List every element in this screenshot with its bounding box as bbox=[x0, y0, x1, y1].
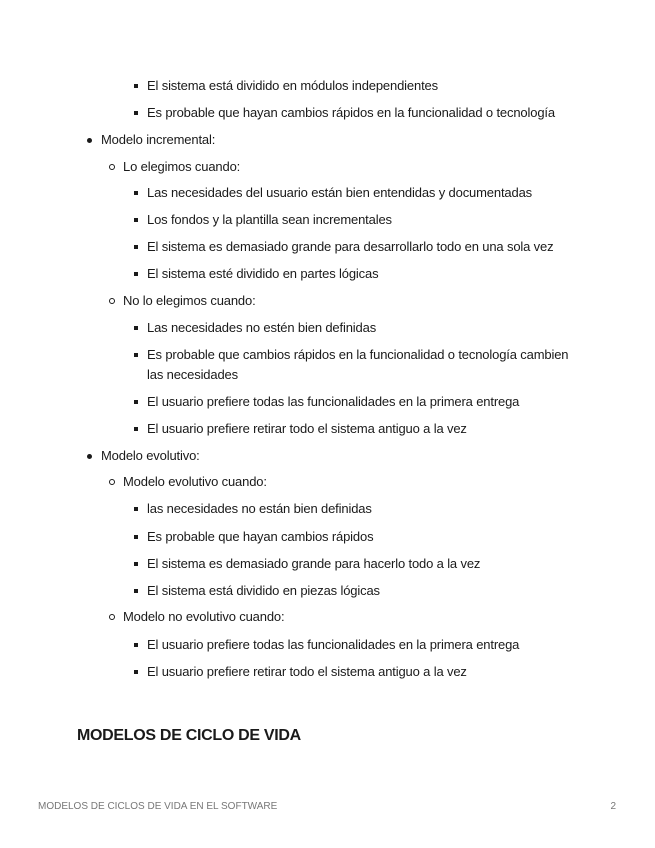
square-bullet-icon bbox=[134, 326, 138, 330]
list-item-text: El sistema es demasiado grande para hacerlo todo a la vez bbox=[147, 556, 481, 571]
list-item bbox=[147, 318, 376, 338]
square-bullet-icon bbox=[134, 670, 138, 674]
list-item bbox=[147, 237, 553, 257]
list-item-text: Las necesidades no estén bien definidas bbox=[147, 320, 377, 335]
disc-bullet-icon bbox=[87, 454, 92, 459]
square-bullet-icon bbox=[134, 643, 138, 647]
list-item-text: Es probable que hayan cambios rápidos en la funcionalidad o tecnología bbox=[147, 105, 555, 120]
list-item bbox=[147, 210, 392, 230]
list-item-text: Modelo evolutivo cuando: bbox=[123, 474, 267, 489]
list-item bbox=[101, 130, 215, 150]
list-item bbox=[147, 527, 373, 547]
square-bullet-icon bbox=[134, 353, 138, 357]
list-item-text: El sistema está dividido en piezas lógicas bbox=[147, 583, 380, 598]
list-item bbox=[147, 76, 438, 96]
list-item-text: Los fondos y la plantilla sean incrementales bbox=[147, 212, 392, 227]
section-heading: MODELOS DE CICLO DE VIDA bbox=[77, 727, 301, 744]
list-item-text: El usuario prefiere retirar todo el sistema antiguo a la vez bbox=[147, 421, 467, 436]
list-item-text: Las necesidades del usuario están bien entendidas y documentadas bbox=[147, 185, 533, 200]
list-item bbox=[123, 607, 284, 627]
square-bullet-icon bbox=[134, 272, 138, 276]
square-bullet-icon bbox=[134, 111, 138, 115]
list-item bbox=[147, 103, 555, 123]
list-item-text: El sistema es demasiado grande para desarrollarlo todo en una sola vez bbox=[147, 239, 554, 254]
square-bullet-icon bbox=[134, 84, 138, 88]
list-item-text: El usuario prefiere todas las funcionalidades en la primera entrega bbox=[147, 394, 520, 409]
list-item bbox=[147, 264, 378, 284]
circle-bullet-icon bbox=[109, 164, 115, 170]
list-item bbox=[101, 446, 200, 466]
square-bullet-icon bbox=[134, 427, 138, 431]
list-item bbox=[147, 581, 380, 601]
list-item-text: El sistema esté dividido en partes lógicas bbox=[147, 266, 379, 281]
list-item bbox=[147, 499, 372, 519]
list-item bbox=[123, 157, 240, 177]
list-item-text: Es probable que cambios rápidos en la funcionalidad o tecnología cambien bbox=[147, 347, 569, 362]
list-item bbox=[123, 472, 267, 492]
square-bullet-icon bbox=[134, 191, 138, 195]
list-item-text: las necesidades bbox=[147, 367, 238, 382]
square-bullet-icon bbox=[134, 507, 138, 511]
disc-bullet-icon bbox=[87, 138, 92, 143]
list-item bbox=[147, 392, 519, 412]
circle-bullet-icon bbox=[109, 298, 115, 304]
list-item-continuation bbox=[147, 365, 238, 385]
list-item-text: las necesidades no están bien definidas bbox=[147, 501, 372, 516]
square-bullet-icon bbox=[134, 400, 138, 404]
square-bullet-icon bbox=[134, 562, 138, 566]
list-item-text: Es probable que hayan cambios rápidos bbox=[147, 529, 374, 544]
list-item-text: El sistema está dividido en módulos independientes bbox=[147, 78, 438, 93]
list-item bbox=[147, 183, 532, 203]
list-item-text: El usuario prefiere todas las funcionalidades en la primera entrega bbox=[147, 637, 520, 652]
list-item bbox=[147, 662, 467, 682]
square-bullet-icon bbox=[134, 245, 138, 249]
list-item bbox=[147, 345, 568, 365]
list-item-text: No lo elegimos cuando: bbox=[123, 293, 256, 308]
list-item-text: Modelo incremental: bbox=[101, 132, 216, 147]
square-bullet-icon bbox=[134, 218, 138, 222]
list-item-text: El usuario prefiere retirar todo el sistema antiguo a la vez bbox=[147, 664, 467, 679]
list-item bbox=[147, 635, 519, 655]
circle-bullet-icon bbox=[109, 614, 115, 620]
list-item-text: Modelo no evolutivo cuando: bbox=[123, 609, 285, 624]
list-item bbox=[147, 419, 467, 439]
square-bullet-icon bbox=[134, 589, 138, 593]
circle-bullet-icon bbox=[109, 479, 115, 485]
square-bullet-icon bbox=[134, 535, 138, 539]
list-item-text: Modelo evolutivo: bbox=[101, 448, 200, 463]
page-number: 2 bbox=[610, 801, 616, 812]
list-item bbox=[123, 291, 256, 311]
list-item bbox=[147, 554, 480, 574]
list-item-text: Lo elegimos cuando: bbox=[123, 159, 241, 174]
footer-title: MODELOS DE CICLOS DE VIDA EN EL SOFTWARE bbox=[38, 801, 278, 812]
